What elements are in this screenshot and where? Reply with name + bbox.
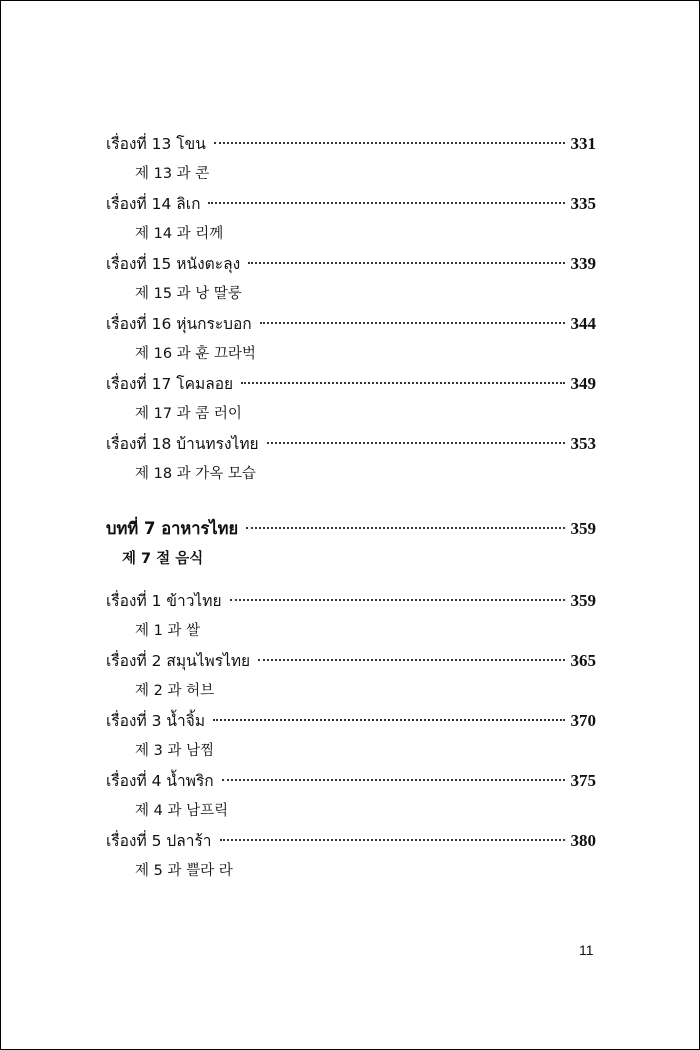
toc-entry-korean: 제 16 과 훈 끄라벅 — [135, 346, 256, 362]
toc-entry-korean: 제 14 과 리께 — [135, 226, 224, 242]
chapter-title: บทที่ 7 อาหารไทย — [106, 519, 239, 538]
dot-leader — [230, 599, 565, 601]
toc-entry-korean: 제 13 과 콘 — [135, 166, 210, 182]
toc-entry-title: เรื่องที่ 5 ปลาร้า — [106, 832, 212, 850]
toc-entry — [106, 429, 596, 459]
toc-entry-title: เรื่องที่ 15 หนังตะลุง — [106, 255, 241, 273]
toc-entry — [106, 586, 596, 616]
toc-entry — [106, 249, 596, 279]
toc-entry — [106, 369, 596, 399]
toc-entry-page: 331 — [570, 134, 596, 153]
toc-entry — [106, 309, 596, 339]
dot-leader — [241, 382, 564, 384]
dot-leader — [214, 142, 565, 144]
toc-entry-korean: 제 1 과 쌀 — [135, 623, 201, 639]
toc-entry — [106, 129, 596, 159]
table-of-contents — [106, 129, 596, 886]
toc-entry-page: 380 — [570, 831, 596, 850]
toc-entry-title: เรื่องที่ 17 โคมลอย — [106, 375, 234, 393]
dot-leader — [220, 839, 565, 841]
toc-entry-page: 349 — [570, 374, 596, 393]
toc-entry-korean: 제 15 과 낭 딸룽 — [135, 286, 242, 302]
toc-entry-title: เรื่องที่ 4 น้ำพริก — [106, 772, 214, 790]
dot-leader — [267, 442, 565, 444]
toc-entry — [106, 826, 596, 856]
dot-leader — [222, 779, 565, 781]
toc-entry-title: เรื่องที่ 14 ลิเก — [106, 195, 201, 213]
dot-leader — [213, 719, 564, 721]
page-number: 11 — [579, 942, 594, 958]
dot-leader — [260, 322, 565, 324]
toc-entry-page: 375 — [570, 771, 596, 790]
toc-entry-title: เรื่องที่ 13 โขน — [106, 135, 206, 153]
dot-leader — [208, 202, 564, 204]
toc-entry — [106, 189, 596, 219]
chapter-page: 359 — [570, 519, 596, 538]
toc-entry-page: 344 — [570, 314, 596, 333]
toc-entry-page: 353 — [570, 434, 596, 453]
dot-leader — [258, 659, 564, 661]
toc-entry-korean: 제 5 과 쁠라 라 — [135, 863, 233, 879]
toc-entry-page: 339 — [570, 254, 596, 273]
toc-entry-title: เรื่องที่ 2 สมุนไพรไทย — [106, 652, 251, 670]
toc-entry-page: 370 — [570, 711, 596, 730]
dot-leader — [246, 527, 564, 529]
toc-entry — [106, 706, 596, 736]
toc-entry-korean: 제 2 과 허브 — [135, 683, 215, 699]
toc-entry-korean: 제 17 과 콤 러이 — [135, 406, 242, 422]
toc-entry-korean: 제 3 과 남찜 — [135, 743, 215, 759]
toc-entry-title: เรื่องที่ 16 หุ่นกระบอก — [106, 315, 252, 333]
toc-entry-korean: 제 4 과 남프릭 — [135, 803, 229, 819]
toc-entry — [106, 766, 596, 796]
spacer — [106, 489, 596, 514]
spacer — [106, 574, 596, 586]
toc-entry-title: เรื่องที่ 3 น้ำจิ้ม — [106, 712, 206, 730]
chapter-heading — [106, 514, 596, 544]
toc-entry — [106, 646, 596, 676]
toc-entry-title: เรื่องที่ 1 ข้าวไทย — [106, 592, 222, 610]
toc-entry-page: 359 — [570, 591, 596, 610]
toc-entry-title: เรื่องที่ 18 บ้านทรงไทย — [106, 435, 259, 453]
dot-leader — [248, 262, 564, 264]
toc-entry-page: 335 — [570, 194, 596, 213]
toc-entry-korean: 제 18 과 가옥 모습 — [135, 466, 256, 482]
toc-entry-page: 365 — [570, 651, 596, 670]
chapter-korean: 제 7 절 음식 — [122, 551, 204, 567]
